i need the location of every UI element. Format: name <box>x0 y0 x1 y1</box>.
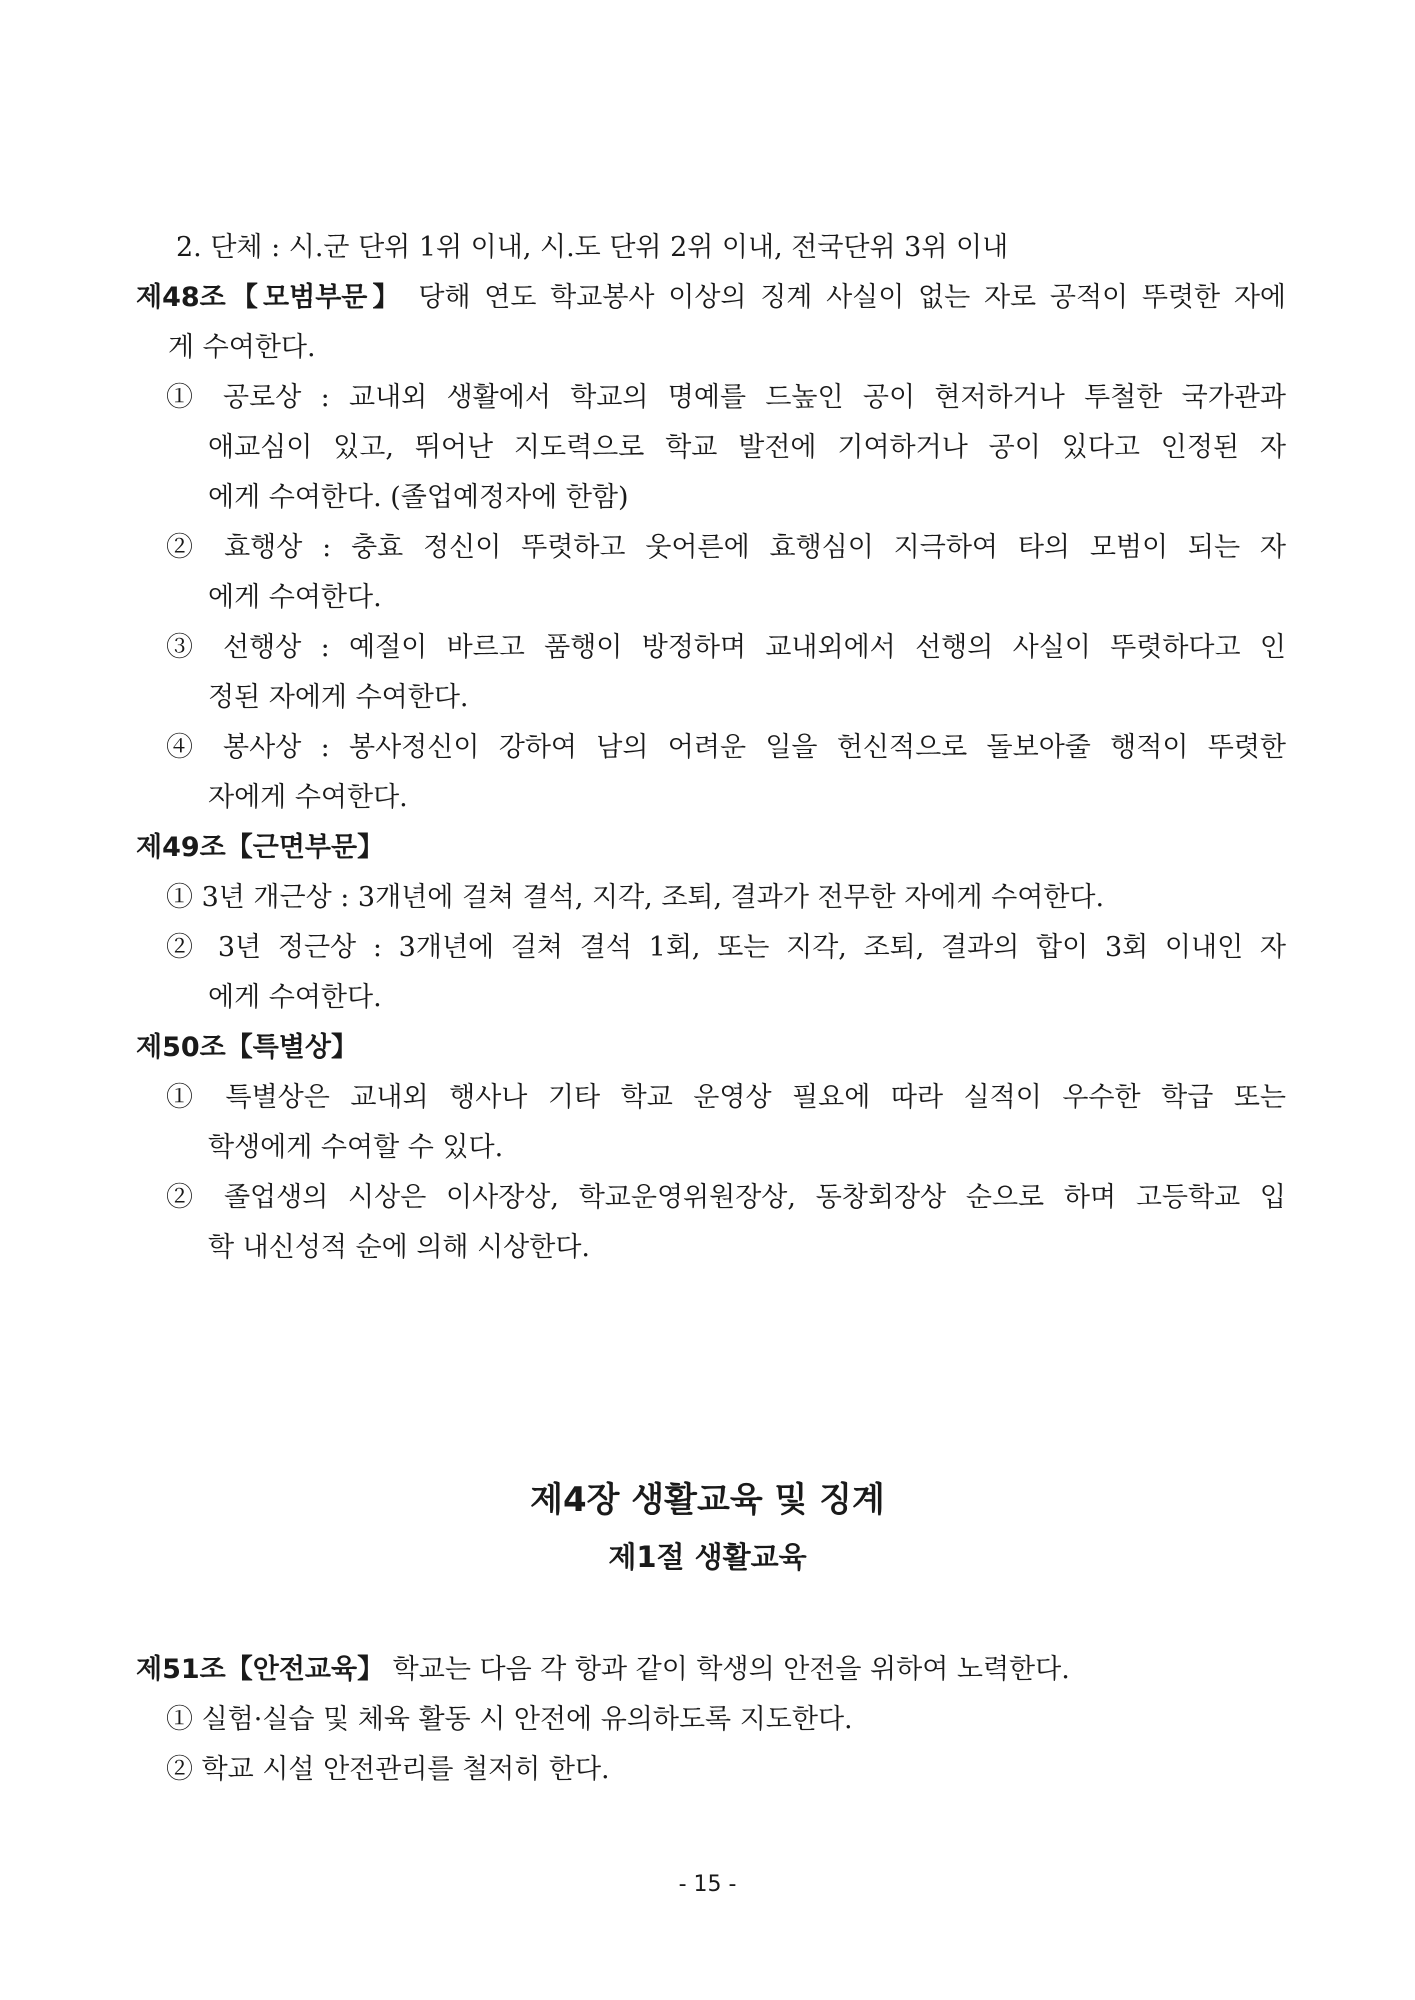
article-51-text: 학교는 다음 각 항과 같이 학생의 안전을 위하여 노력한다. <box>392 1654 1070 1685</box>
item-merit-award-cont2: 에게 수여한다. (졸업예정자에 한함) <box>208 482 629 513</box>
chapter-title: 제4장 생활교육 및 징계 <box>530 1480 885 1520</box>
item-attendance-award: ① 3년 개근상 : 3개년에 걸쳐 결석, 지각, 조퇴, 결과가 전무한 자에게 수여한다. <box>166 882 1105 913</box>
item-facility-safety: ② 학교 시설 안전관리를 철저히 한다. <box>166 1754 610 1785</box>
item-special-award-cont: 학생에게 수여할 수 있다. <box>208 1132 504 1163</box>
article-51-title: 제51조【안전교육】 <box>136 1654 385 1685</box>
item-gooddeed-award-cont: 정된 자에게 수여한다. <box>208 682 469 713</box>
item-diligence-award-cont: 에게 수여한다. <box>208 982 382 1013</box>
article-48-cont: 게 수여한다. <box>168 332 316 363</box>
item-lab-safety: ① 실험·실습 및 체육 활동 시 안전에 유의하도록 지도한다. <box>166 1704 853 1735</box>
article-48-title: 제48조【모범부문】 <box>136 282 405 313</box>
article-48 <box>136 280 1286 316</box>
section-title: 제1절 생활교육 <box>608 1540 807 1574</box>
item-merit-award-cont: 애교심이 있고, 뛰어난 지도력으로 학교 발전에 기여하거나 공이 있다고 인정된 자 <box>208 432 1286 463</box>
article-50-title: 제50조【특별상】 <box>136 1032 358 1063</box>
item-special-award: ① 특별상은 교내외 행사나 기타 학교 운영상 필요에 따라 실적이 우수한 학급 또는 <box>166 1082 1286 1113</box>
item-service-award: ④ 봉사상 : 봉사정신이 강하여 남의 어려운 일을 헌신적으로 돌보아줄 행적이 뚜렷한 <box>166 732 1286 763</box>
item-service-award-cont: 자에게 수여한다. <box>208 782 408 813</box>
item-graduate-award: ② 졸업생의 시상은 이사장상, 학교운영위원장상, 동창회장상 순으로 하며 고등학교 입 <box>166 1182 1286 1213</box>
item-group-award: 2. 단체 : 시.군 단위 1위 이내, 시.도 단위 2위 이내, 전국단위 3위 이내 <box>176 232 1009 263</box>
item-gooddeed-award: ③ 선행상 : 예절이 바르고 품행이 방정하며 교내외에서 선행의 사실이 뚜렷하다고 인 <box>166 632 1286 663</box>
article-48-text: 당해 연도 학교봉사 이상의 징계 사실이 없는 자로 공적이 뚜렷한 자에 <box>418 282 1286 313</box>
item-merit-award: ① 공로상 : 교내외 생활에서 학교의 명예를 드높인 공이 현저하거나 투철한 국가관과 <box>166 382 1286 413</box>
article-51 <box>136 1652 1070 1688</box>
item-filial-award: ② 효행상 : 충효 정신이 뚜렷하고 웃어른에 효행심이 지극하여 타의 모범이 되는 자 <box>166 532 1286 563</box>
page-number: - 15 - <box>678 1872 737 1897</box>
item-diligence-award: ② 3년 정근상 : 3개년에 걸쳐 결석 1회, 또는 지각, 조퇴, 결과의 합이 3회 이내인 자 <box>166 932 1286 963</box>
item-filial-award-cont: 에게 수여한다. <box>208 582 382 613</box>
item-graduate-award-cont: 학 내신성적 순에 의해 시상한다. <box>208 1232 590 1263</box>
article-49-title: 제49조【근면부문】 <box>136 832 385 863</box>
